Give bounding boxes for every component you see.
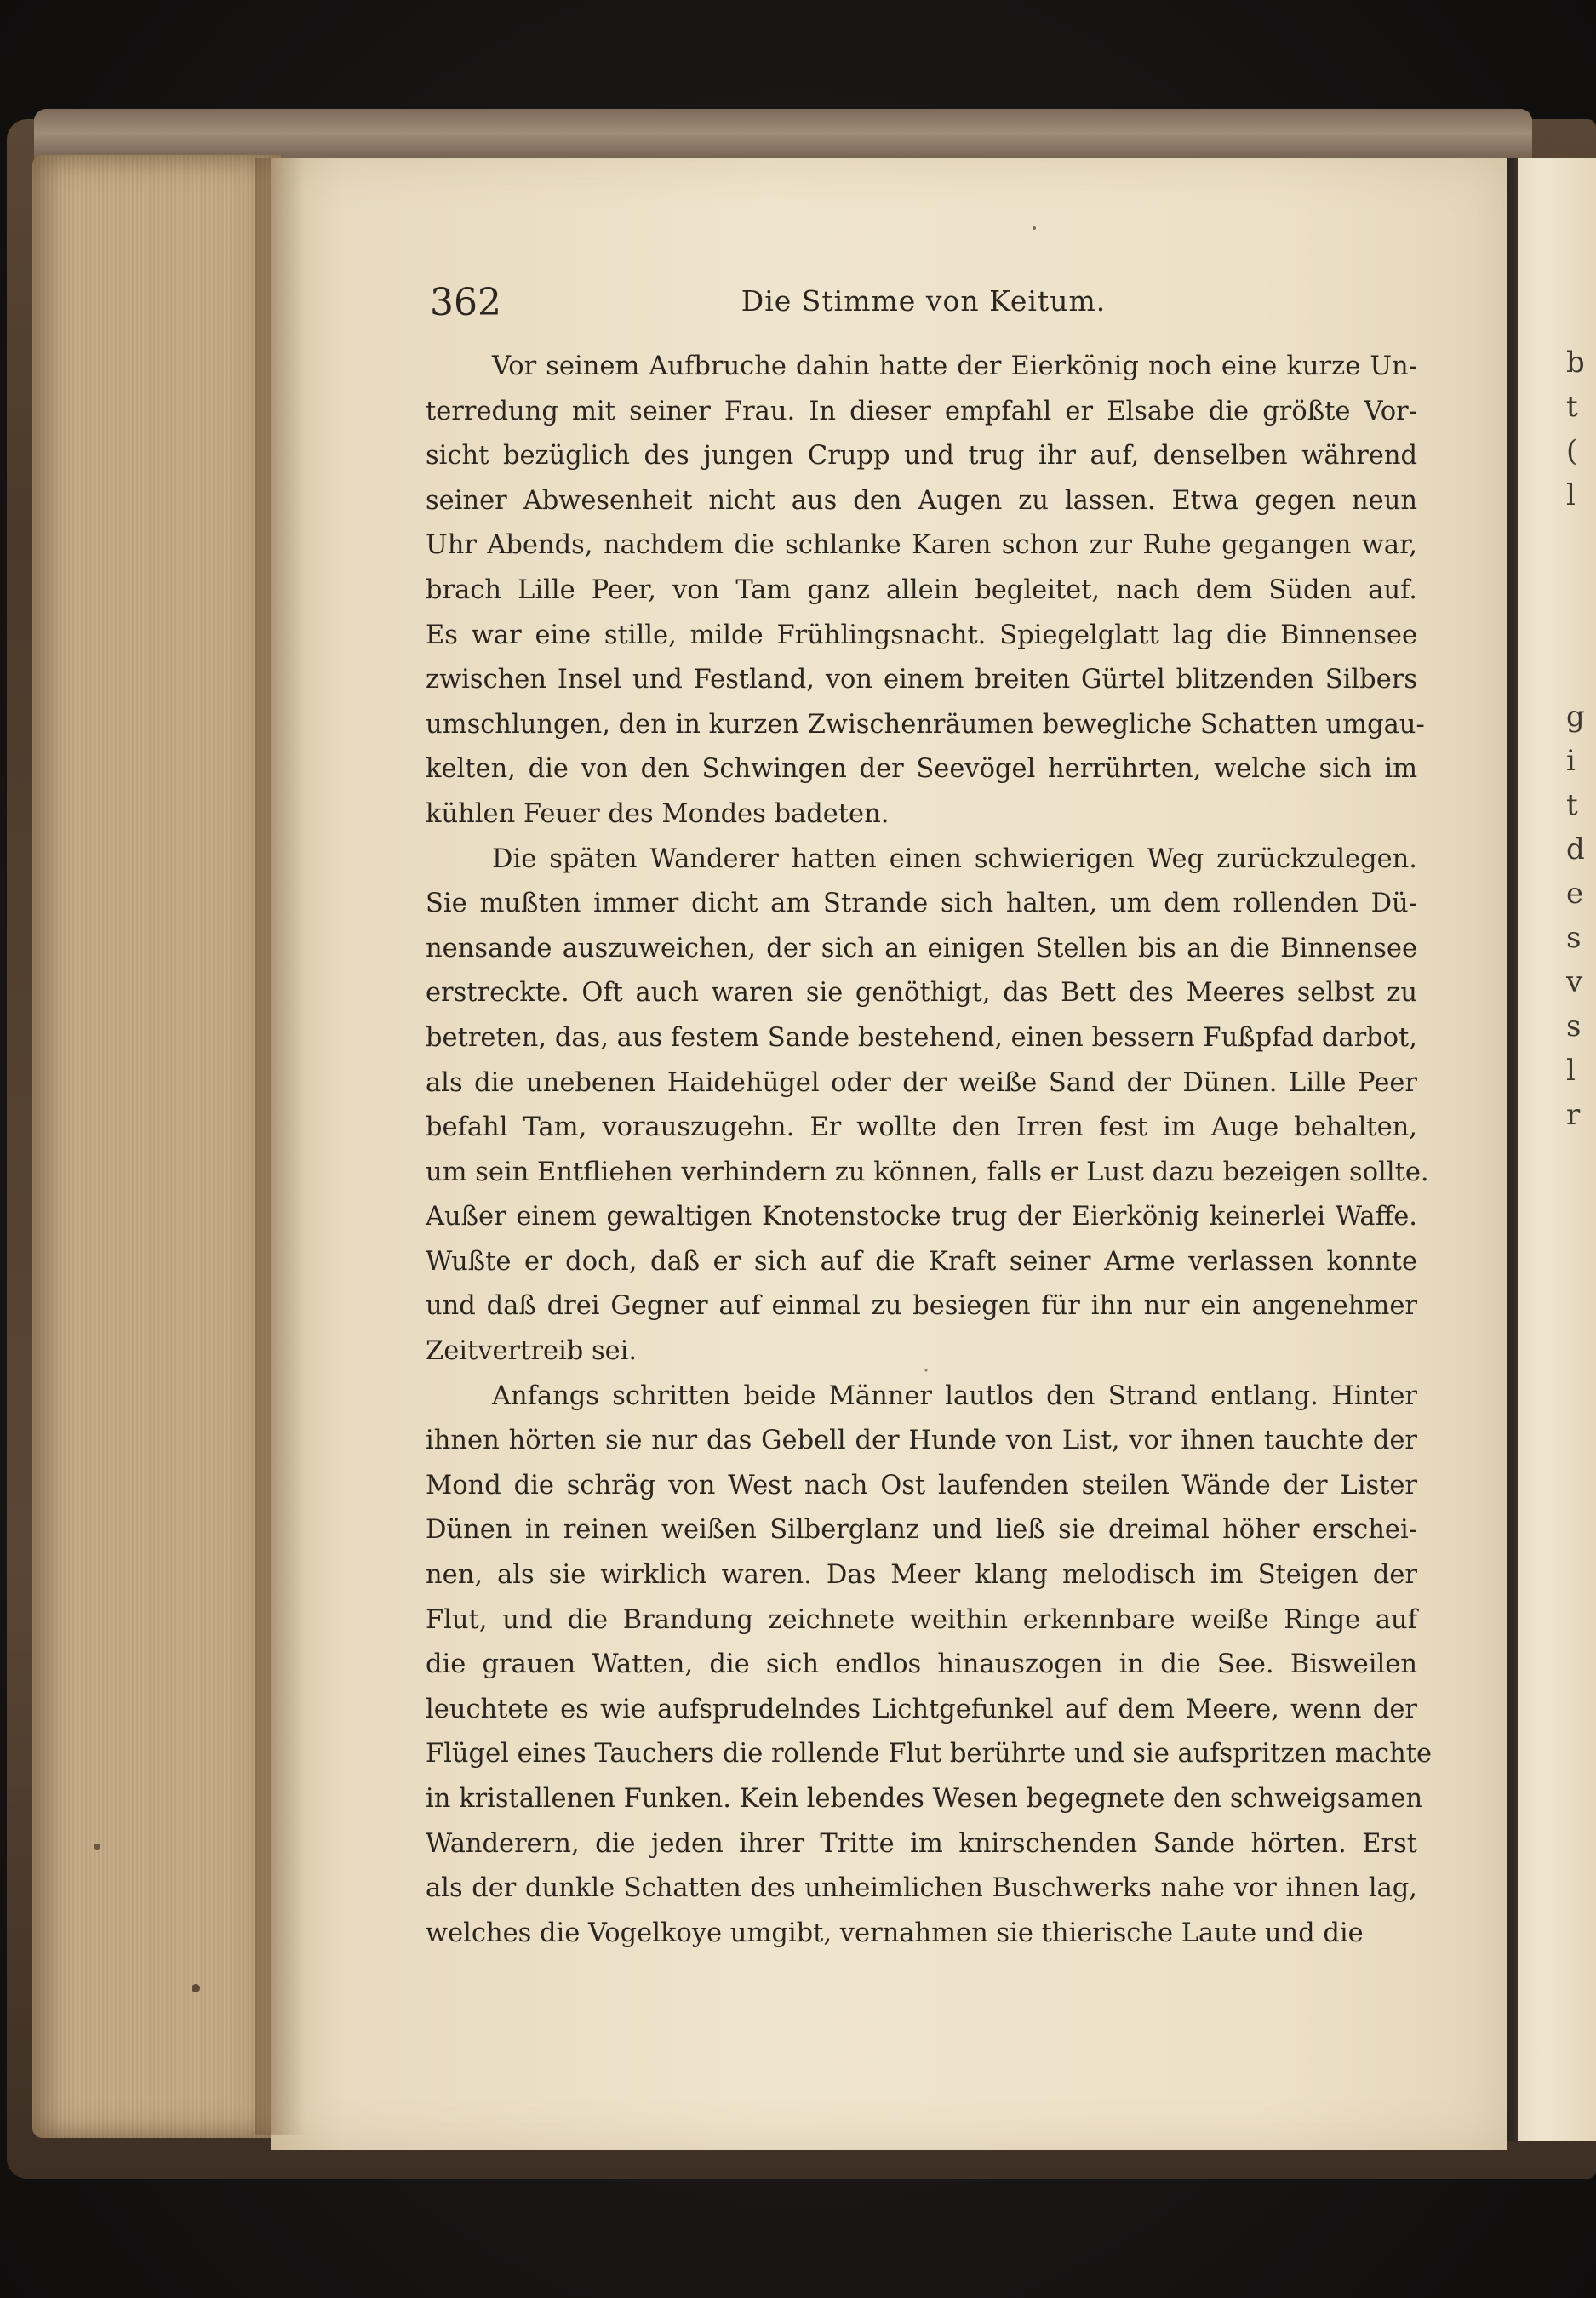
facing-page-fragments — [1566, 340, 1596, 1532]
text-line: nen, als sie wirklich waren. Das Meer klang melodisch im Steigen der — [426, 1560, 1417, 1591]
text-line: leuchtete es wie aufsprudelndes Lichtgefunkel auf dem Meere, wenn der — [426, 1694, 1417, 1724]
text-line: Flut, und die Brandung zeichnete weithin erkennbare weiße Ringe auf — [426, 1604, 1417, 1635]
page-number: 362 — [430, 281, 501, 324]
page-stack-edge — [32, 155, 281, 2138]
text-line: als der dunkle Schatten des unheimlichen Buschwerks nahe vor ihnen lag, — [426, 1873, 1417, 1904]
running-title: Die Stimme von Keitum. — [741, 284, 1107, 317]
facing-page-fragment: v — [1566, 965, 1583, 999]
facing-page-fragment: t — [1566, 390, 1578, 424]
body-text — [426, 345, 1433, 2004]
text-line: Dünen in reinen weißen Silberglanz und ließ sie dreimal höher erschei- — [426, 1515, 1417, 1546]
text-line: kühlen Feuer des Mondes badeten. — [426, 798, 890, 829]
text-line: Zeitvertreib sei. — [426, 1336, 638, 1367]
text-line: Die späten Wanderer hatten einen schwierigen Weg zurückzulegen. — [492, 843, 1417, 874]
facing-page-fragment: l — [1566, 1054, 1576, 1088]
text-line: um sein Entfliehen verhindern zu können, falls er Lust dazu bezeigen sollte. — [426, 1157, 1429, 1187]
text-line: befahl Tam, vorauszugehn. Er wollte den Irren fest im Auge behalten, — [426, 1112, 1417, 1143]
facing-page-fragment: d — [1566, 832, 1585, 866]
text-line: Außer einem gewaltigen Knotenstocke trug der Eierkönig keinerlei Waffe. — [426, 1202, 1417, 1232]
facing-page-fragment: t — [1566, 788, 1578, 822]
text-line: Mond die schräg von West nach Ost laufenden steilen Wände der Lister — [426, 1470, 1417, 1501]
facing-page-fragment: s — [1566, 921, 1582, 955]
text-line: betreten, das, aus festem Sande bestehend, einen bessern Fußpfad darbot, — [426, 1022, 1417, 1053]
facing-page-fragment: s — [1566, 1009, 1582, 1043]
text-line: Wußte er doch, daß er sich auf die Kraft seiner Arme verlassen konnte — [426, 1246, 1417, 1277]
facing-page-fragment: e — [1566, 877, 1584, 911]
facing-page-fragment: i — [1566, 744, 1576, 778]
facing-page-fragment: b — [1566, 346, 1585, 380]
text-line: ihnen hörten sie nur das Gebell der Hunde von List, vor ihnen tauchte der — [426, 1426, 1417, 1456]
text-line: terredung mit seiner Frau. In dieser empfahl er Elsabe die größte Vor- — [426, 396, 1417, 426]
text-line: und daß drei Gegner auf einmal zu besiegen für ihn nur ein angenehmer — [426, 1291, 1417, 1322]
text-line: Uhr Abends, nachdem die schlanke Karen schon zur Ruhe gegangen war, — [426, 530, 1417, 561]
text-line: umschlungen, den in kurzen Zwischenräumen bewegliche Schatten umgau- — [426, 709, 1425, 740]
text-line: kelten, die von den Schwingen der Seevögel herrührten, welche sich im — [426, 754, 1417, 785]
text-line: brach Lille Peer, von Tam ganz allein begleitet, nach dem Süden auf. — [426, 574, 1417, 605]
text-line: Anfangs schritten beide Männer lautlos den Strand entlang. Hinter — [492, 1381, 1417, 1411]
facing-page-fragment: g — [1566, 700, 1585, 734]
text-line: welches die Vogelkoye umgibt, vernahmen sie thierische Laute und die — [426, 1918, 1364, 1948]
gutter-shadow — [255, 158, 305, 2135]
page-header — [430, 281, 1417, 332]
text-line: Wanderern, die jeden ihrer Tritte im knirschenden Sande hörten. Erst — [426, 1828, 1417, 1859]
facing-page-fragment: ( — [1566, 434, 1578, 468]
text-line: als die unebenen Haidehügel oder der weiße Sand der Dünen. Lille Peer — [426, 1067, 1417, 1098]
text-line: sicht bezüglich des jungen Crupp und trug ihr auf, denselben während — [426, 441, 1417, 472]
facing-page-fragment: l — [1566, 478, 1576, 512]
text-line: Vor seinem Aufbruche dahin hatte der Eierkönig noch eine kurze Un- — [492, 352, 1417, 381]
text-line: seiner Abwesenheit nicht aus den Augen zu lassen. Etwa gegen neun — [426, 485, 1417, 516]
text-line: erstreckte. Oft auch waren sie genöthigt, das Bett des Meeres selbst zu — [426, 978, 1417, 1009]
text-line: die grauen Watten, die sich endlos hinauszogen in die See. Bisweilen — [426, 1649, 1417, 1680]
text-line: Sie mußten immer dicht am Strande sich halten, um dem rollenden Dü- — [426, 889, 1417, 919]
text-line: in kristallenen Funken. Kein lebendes Wesen begegnete den schweigsamen — [426, 1784, 1423, 1814]
text-line: Es war eine stille, milde Frühlingsnacht. Spiegelglatt lag die Binnensee — [426, 620, 1417, 650]
text-line: zwischen Insel und Festland, von einem breiten Gürtel blitzenden Silbers — [426, 665, 1417, 695]
text-line: Flügel eines Tauchers die rollende Flut berührte und sie aufspritzen machte — [426, 1739, 1433, 1769]
facing-page-fragment: r — [1566, 1098, 1581, 1132]
text-line: nensande auszuweichen, der sich an einigen Stellen bis an die Binnensee — [426, 933, 1417, 963]
